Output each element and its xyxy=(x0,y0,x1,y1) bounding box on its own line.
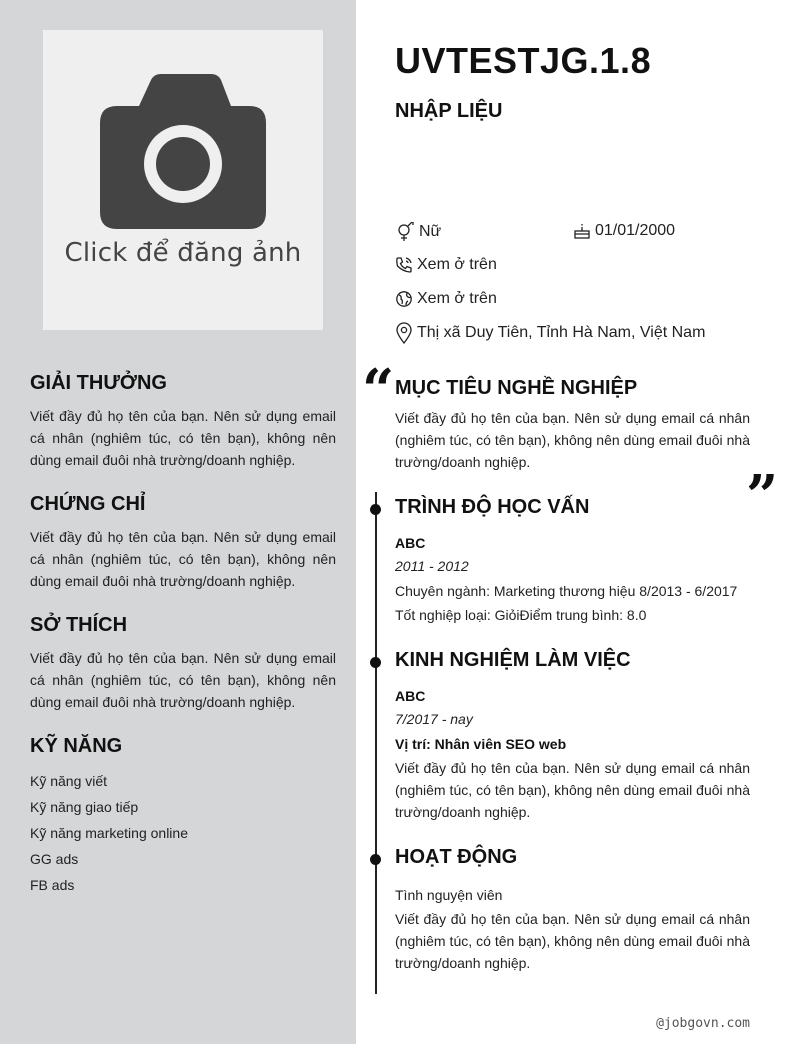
birthday-value: 01/01/2000 xyxy=(595,222,676,239)
skill-item: GG ads xyxy=(30,851,79,867)
website-value: Xem ở trên xyxy=(417,290,497,307)
photo-caption: Click để đăng ảnh xyxy=(64,238,302,268)
skills-title: KỸ NĂNG xyxy=(30,735,123,757)
gender-value: Nữ xyxy=(419,223,442,240)
timeline-dot xyxy=(370,657,381,668)
left-sidebar xyxy=(0,0,356,1044)
certificates-title: CHỨNG CHỈ xyxy=(30,493,146,515)
timeline-line xyxy=(375,492,377,994)
experience-role: Vị trí: Nhân viên SEO web xyxy=(395,736,567,752)
certificates-section xyxy=(30,493,336,592)
hobbies-section xyxy=(30,614,336,713)
skill-item: Kỹ năng viết xyxy=(30,773,108,789)
timeline-dot xyxy=(370,854,381,865)
website-info xyxy=(395,290,497,308)
activities-role: Tình nguyện viên xyxy=(395,887,503,903)
phone-value: Xem ở trên xyxy=(417,256,497,273)
timeline-dot xyxy=(370,504,381,515)
objective-title: MỤC TIÊU NGHỀ NGHIỆP xyxy=(395,377,638,399)
education-major: Chuyên ngành: Marketing thương hiệu 8/2013 - 6/2017 xyxy=(395,583,738,599)
close-quote-icon: ” xyxy=(746,463,779,529)
globe-icon xyxy=(395,290,413,308)
gender-icon xyxy=(395,222,415,242)
activities-title: HOẠT ĐỘNG xyxy=(395,846,518,868)
map-pin-icon xyxy=(395,322,413,344)
education-title: TRÌNH ĐỘ HỌC VẤN xyxy=(395,496,590,518)
activities-text: Viết đầy đủ họ tên của bạn. Nên sử dụng email cá nhân (nghiêm túc, có tên bạn), không nên dùng email đuôi nhà trường/doanh nghiệp. xyxy=(395,911,750,971)
experience-text: Viết đầy đủ họ tên của bạn. Nên sử dụng email cá nhân (nghiêm túc, có tên bạn), không nên dùng email đuôi nhà trường/doanh nghiệp. xyxy=(395,760,750,820)
awards-text: Viết đầy đủ họ tên của bạn. Nên sử dụng email cá nhân (nghiêm túc, có tên bạn), không nên dùng email đuôi nhà trường/doanh nghiệp. xyxy=(30,408,336,468)
cake-icon xyxy=(573,222,591,240)
awards-section xyxy=(30,372,336,471)
gender-info xyxy=(395,222,441,242)
address-info xyxy=(395,322,705,344)
objective-text: Viết đầy đủ họ tên của bạn. Nên sử dụng email cá nhân (nghiêm túc, có tên bạn), không nên dùng email đuôi nhà trường/doanh nghiệp. xyxy=(395,410,750,470)
footer-watermark: @jobgovn.com xyxy=(656,1016,750,1031)
camera-icon xyxy=(99,74,267,236)
experience-period: 7/2017 - nay xyxy=(395,711,473,727)
skill-item: FB ads xyxy=(30,877,75,893)
certificates-text: Viết đầy đủ họ tên của bạn. Nên sử dụng email cá nhân (nghiêm túc, có tên bạn), không nên dùng email đuôi nhà trường/doanh nghiệp. xyxy=(30,529,336,589)
open-quote-icon: “ xyxy=(362,357,395,423)
hobbies-text: Viết đầy đủ họ tên của bạn. Nên sử dụng email cá nhân (nghiêm túc, có tên bạn), không nên dùng email đuôi nhà trường/doanh nghiệp. xyxy=(30,650,336,710)
skill-item: Kỹ năng marketing online xyxy=(30,825,188,841)
education-period: 2011 - 2012 xyxy=(395,558,469,574)
photo-upload[interactable] xyxy=(43,30,323,330)
phone-icon xyxy=(395,256,413,274)
awards-title: GIẢI THƯỞNG xyxy=(30,372,167,394)
candidate-name: UVTESTJG.1.8 xyxy=(395,40,652,81)
skills-section xyxy=(30,735,336,898)
address-value: Thị xã Duy Tiên, Tỉnh Hà Nam, Việt Nam xyxy=(417,324,706,341)
candidate-position: NHẬP LIỆU xyxy=(395,100,503,122)
education-grade: Tốt nghiệp loại: GiỏiĐiểm trung bình: 8.0 xyxy=(395,607,647,623)
birthday-info xyxy=(573,222,675,240)
skill-item: Kỹ năng giao tiếp xyxy=(30,799,139,815)
hobbies-title: SỞ THÍCH xyxy=(30,614,128,636)
experience-company: ABC xyxy=(395,688,426,704)
education-school: ABC xyxy=(395,535,426,551)
phone-info xyxy=(395,256,497,274)
experience-title: KINH NGHIỆM LÀM VIỆC xyxy=(395,649,631,671)
